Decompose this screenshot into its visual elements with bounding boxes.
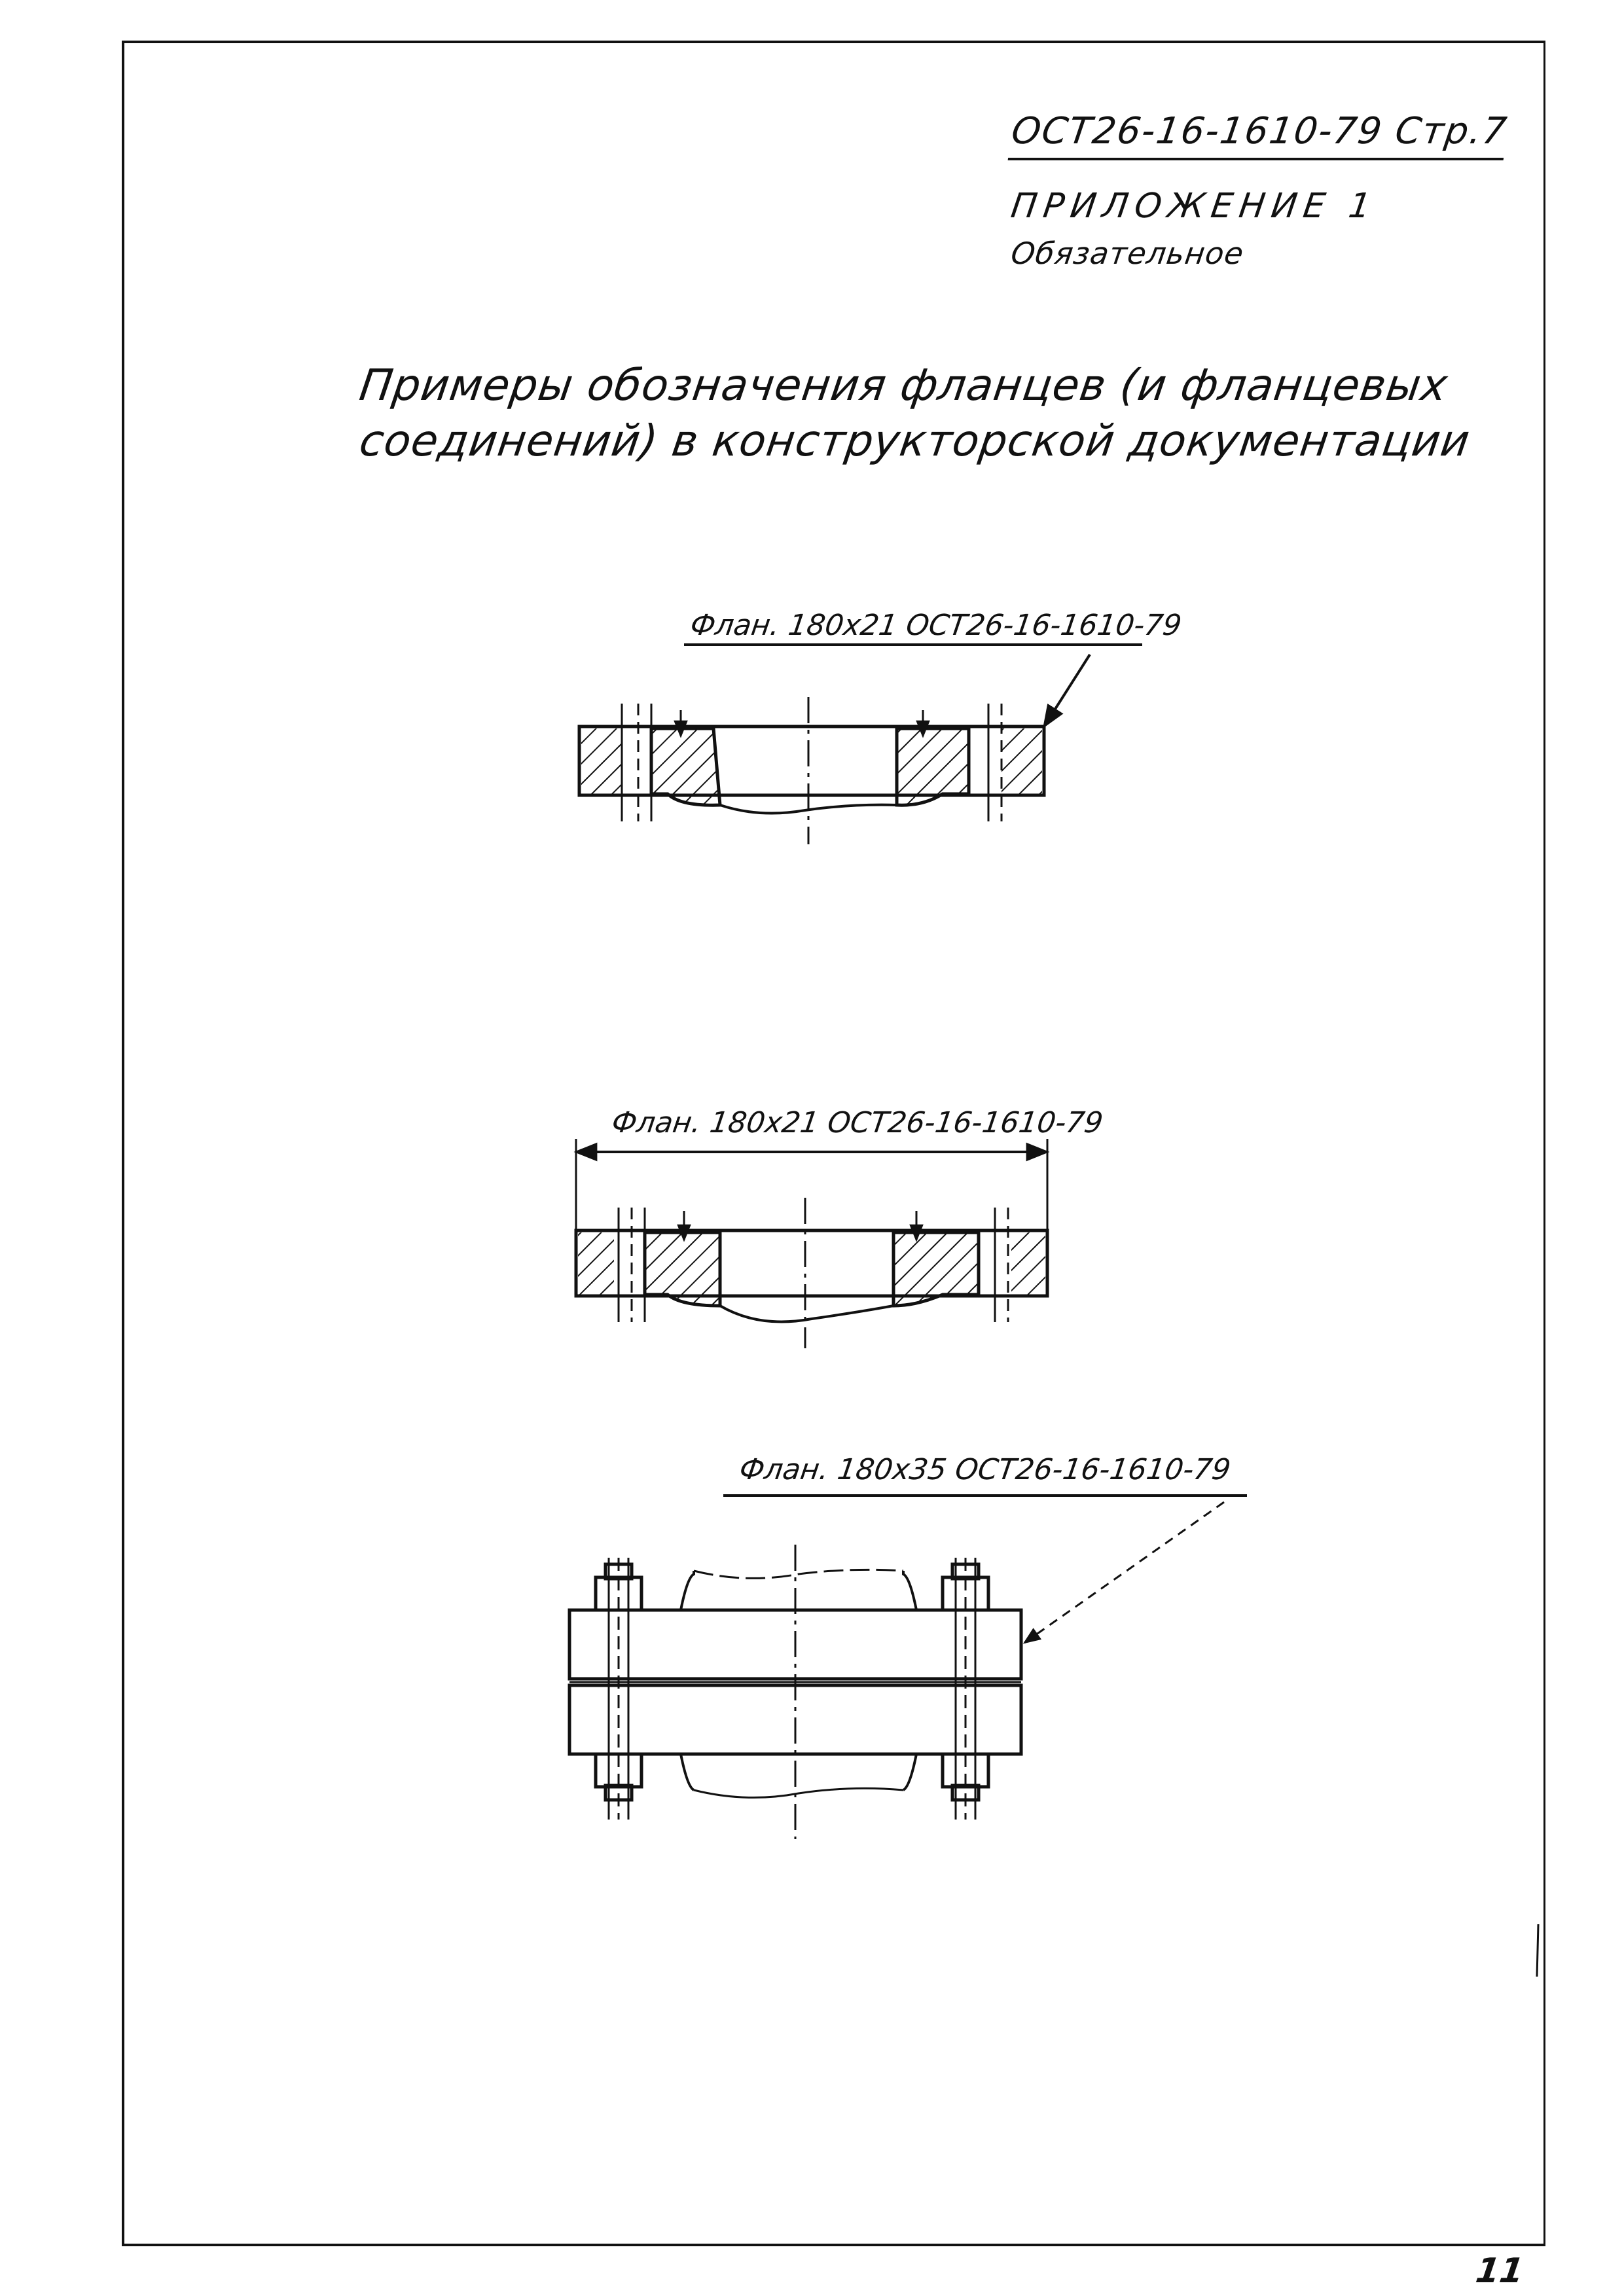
- figure-3-label: Флан. 180х35 ОСТ26-16-1610-79: [737, 1453, 1233, 1486]
- figure-3-flange-joint: [569, 1496, 1247, 1839]
- page-title-line-1: Примеры обозначения фланцев (и фланцевых: [356, 360, 1451, 410]
- figure-2-label: Флан. 180х21 ОСТ26-16-1610-79: [609, 1106, 1106, 1139]
- figure-2-flange-section: [576, 1139, 1047, 1348]
- page-title-line-2: соединений) в конструкторской документации: [356, 416, 1473, 466]
- appendix-heading: ПРИЛОЖЕНИЕ 1: [1008, 187, 1380, 226]
- scan-mark: [1537, 1924, 1538, 1977]
- appendix-status: Обязательное: [1009, 236, 1246, 271]
- figure-1-flange-section: [579, 645, 1142, 844]
- figure-1-label: Флан. 180х21 ОСТ26-16-1610-79: [688, 609, 1184, 642]
- page-number: 11: [1473, 2251, 1526, 2291]
- document-code: ОСТ26-16-1610-79 Стр.7: [1008, 110, 1511, 160]
